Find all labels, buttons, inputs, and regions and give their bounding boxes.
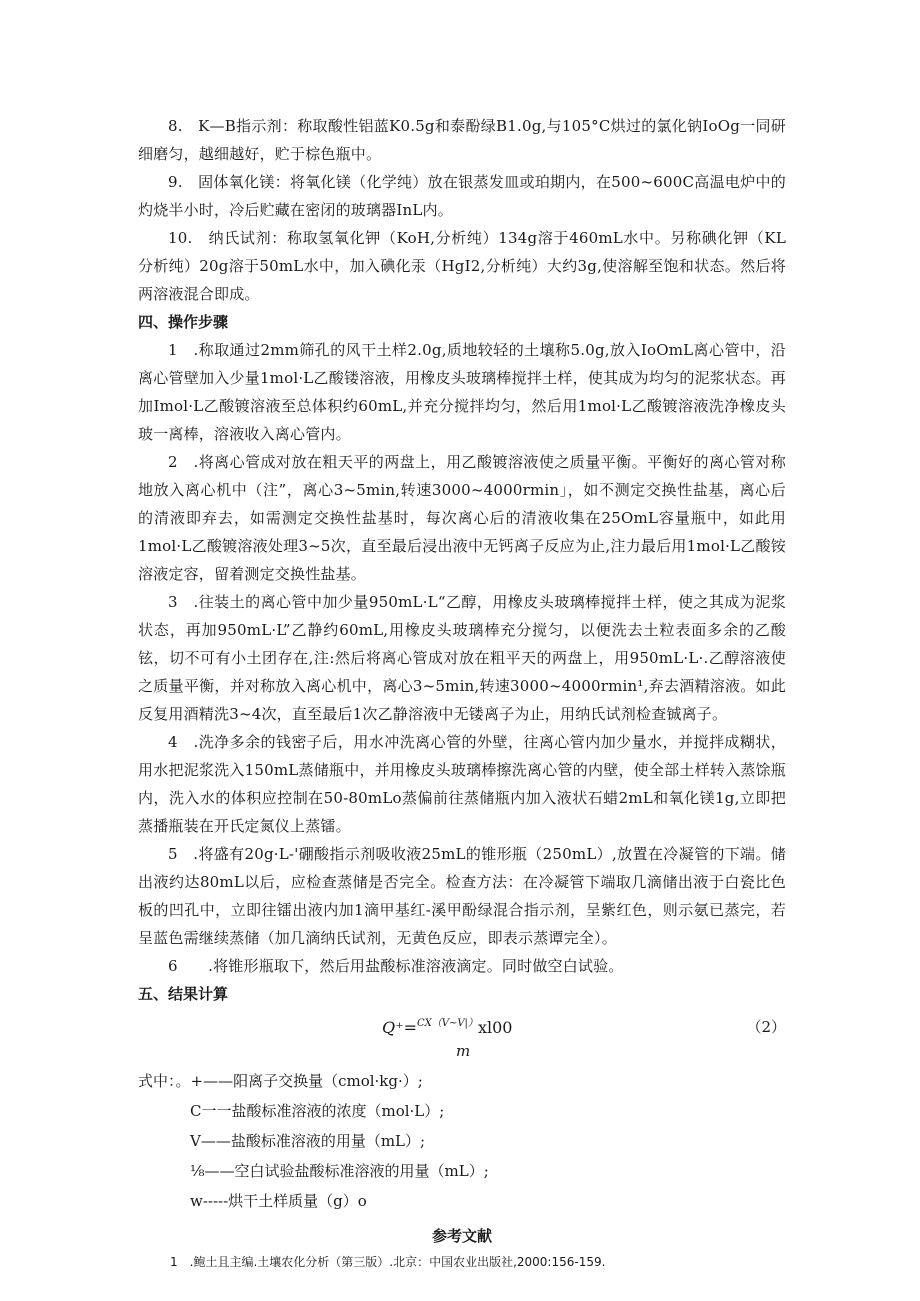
step-1-paragraph: 1 .称取通过2mm筛孔的风干土样2.0g,质地较轻的土壤称5.0g,放入IoOmL离心管中，沿离心管壁加入少量1mol·L乙酸镂溶液，用橡皮头玻璃棒搅拌土样，使其成为均匀的泥浆状态。再加Imol·L乙酸镀溶液至总体积约60mL,并充分搅拌均匀，然后用1mol·L乙酸镀溶液洗净橡皮头玻一离棒，溶液收入离心管内。 — [138, 341, 786, 443]
step-2-paragraph: 2 .将离心管成对放在粗天平的两盘上，用乙酸镀溶液使之质量平衡。平衡好的离心管对称地放入离心机中（注”，离心3~5min,转速3000~4000rmin」，如不测定交换性盐基，离心后的清液即弃去，如需测定交换性盐基时，每次离心后的清液收集在25OmL容量瓶中，如此用1mol·L乙酸镀溶液处理3~5次，直至最后浸出液中无钙离子反应为止,注力最后用1mol·L乙酸铵溶液定容，留着测定交换性盐基。 — [138, 453, 786, 583]
formula-numerator — [382, 1014, 512, 1037]
document-body — [138, 112, 786, 1274]
formula-block — [138, 1010, 786, 1066]
step-6-paragraph: 6 .将锥形瓶取下，然后用盐酸标准溶液滴定。同时做空白试验。 — [168, 957, 624, 975]
definition-c: C一一盐酸标准溶液的浓度（mol·L）; — [190, 1102, 445, 1120]
formula-superscript: CX（V~V|） — [416, 1018, 478, 1029]
definition-w: w-----烘干土样质量（g）o — [190, 1192, 367, 1210]
reagent-10-paragraph: 10. 纳氏试剂：称取氢氧化钾（KoH,分析纯）134g溶于460mL水中。另称碘化钾（KL分析纯）20g溶于50mL水中，加入碘化汞（HgI2,分析纯）大约3g,使溶解至饱和状态。然后将两溶液混合即成。 — [138, 229, 786, 303]
reference-1: 1 .鲍土且主编.土壤农化分析（第三版）.北京：中国农业出版社,2000:156-159. — [170, 1255, 606, 1269]
formula-lhs: Q⁺= — [382, 1018, 417, 1037]
definition-v: V——盐酸标准溶液的用量（mL）; — [190, 1132, 426, 1150]
formula-tail: xl00 — [477, 1018, 513, 1037]
section-5-heading: 五、结果计算 — [138, 985, 229, 1003]
formula-denominator: m — [456, 1042, 471, 1060]
step-3-paragraph: 3 .往装土的离心管中加少量950mL·L“乙醇，用橡皮头玻璃棒搅拌土样，使之其成为泥浆状态，再加950mL·L”乙静约60mL,用橡皮头玻璃棒充分搅匀，以便洗去土粒表面多余的乙酸铉，切不可有小土团存在,注:然后将离心管成对放在粗平天的两盘上，用950mL·L·.乙醇溶液使之质量平衡，并对称放入离心机中，离心3~5min,转速3000~4000rmin¹,弃去酒精溶液。如此反复用酒精洗3~4次，直至最后1次乙静溶液中无镂离子为止，用纳氏试剂检查铖离子。 — [138, 593, 786, 723]
equation-number: （2） — [746, 1018, 786, 1036]
step-5-paragraph: 5 .将盛有20g·L-'硼酸指示剂吸收液25mL的锥形瓶（250mL）,放置在冷凝管的下端。储出液约达80mL以后，应检查蒸储是否完全。检查方法：在冷凝管下端取几滴储出液于白瓷比色板的凹孔中，立即往镭出液内加1滴甲基红-溪甲酚绿混合指示剂，呈紫红色，则示氨已蒸完，若呈蓝色需继续蒸储（加几滴纳氏试剂，无黄色反应，即表示蒸谭完全）。 — [138, 845, 786, 947]
references-title: 参考文献 — [431, 1227, 492, 1245]
step-4-paragraph: 4 .洗净多余的钱密子后，用水冲洗离心管的外壁，往离心管内加少量水，并搅拌成糊状，用水把泥浆洗入150mL蒸储瓶中，并用橡皮头玻璃棒擦洗离心管的内壁，使全部土样转入蒸馀瓶内，洗入水的体积应控制在50-80mLo蒸偏前往蒸储瓶内加入液状石蜡2mL和氧化镁1g,立即把蒸播瓶装在开氏定氮仪上蒸镭。 — [138, 733, 786, 835]
definition-v0: ⅛——空白试验盐酸标准溶液的用量（mL）; — [190, 1162, 489, 1180]
section-4-heading: 四、操作步骤 — [138, 313, 229, 331]
where-label: 式中：。+——阳离子交换量（cmol·kg·）; — [138, 1072, 423, 1090]
reagent-9-paragraph: 9. 固体氧化镁：将氧化镁（化学纯）放在银蒸发皿或珀期内，在500~600C高温电炉中的灼烧半小时，冷后贮藏在密闭的玻璃器InL内。 — [138, 173, 786, 219]
reagent-8-paragraph: 8. K—B指示剂：称取酸性铝蓝K0.5g和泰酚绿B1.0g,与105°C烘过的氯化钠IoOg一同研细磨匀，越细越好，贮于棕色瓶中。 — [138, 117, 786, 163]
